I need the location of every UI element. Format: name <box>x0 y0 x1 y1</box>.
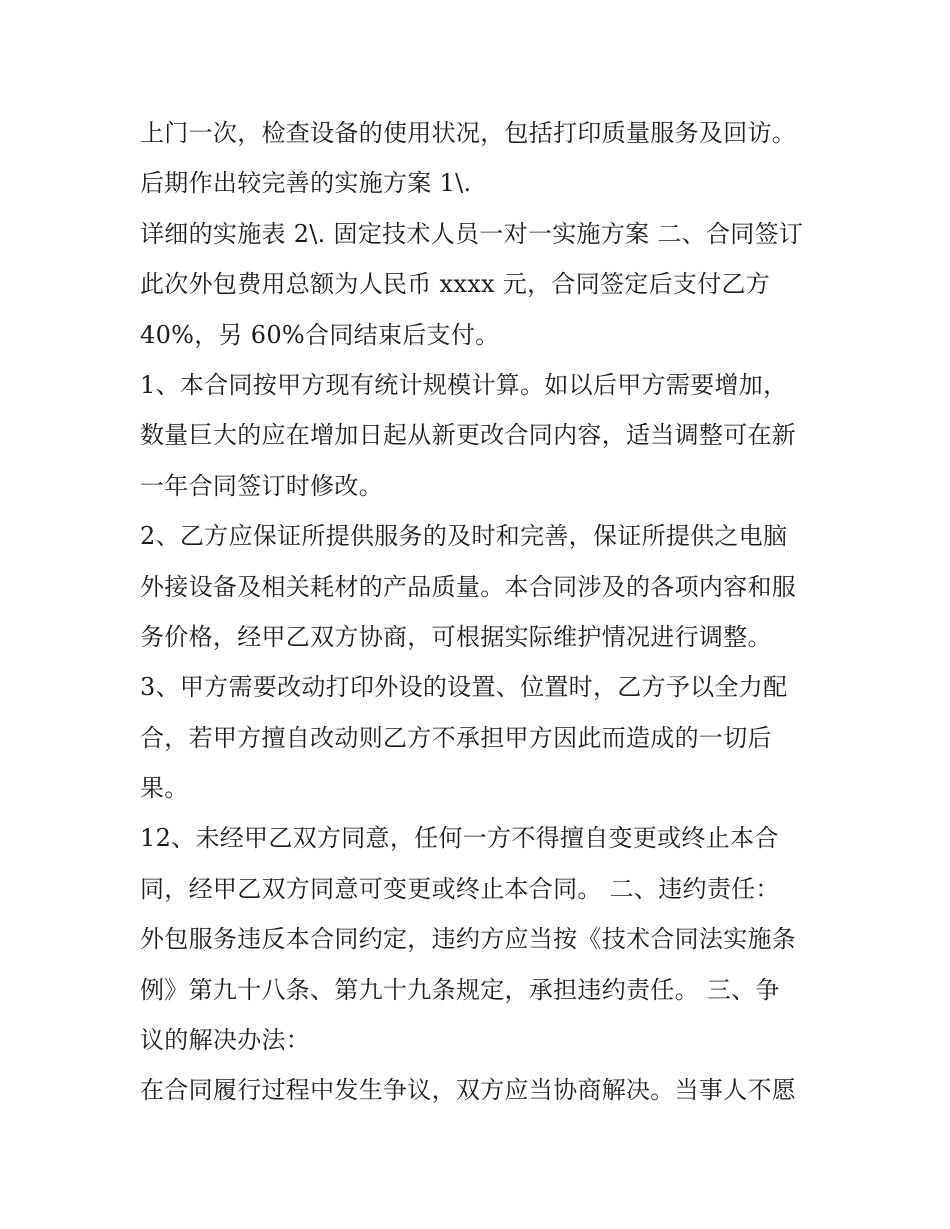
text-line: 40%，另 60%合同结束后支付。 <box>140 320 500 349</box>
contract-text <box>140 108 820 1116</box>
text-line: 此次外包费用总额为人民币 xxxx 元，合同签定后支付乙方 <box>140 270 771 299</box>
text-line: 议的解决办法： <box>140 1026 311 1055</box>
text-line: 1、本合同按甲方现有统计规模计算。如以后甲方需要增加， <box>140 370 788 399</box>
text-line: 果。 <box>140 774 189 803</box>
text-line: 外接设备及相关耗材的产品质量。本合同涉及的各项内容和服 <box>140 572 797 601</box>
text-line: 3、甲方需要改动打印外设的设置、位置时，乙方予以全力配 <box>140 673 788 702</box>
text-line: 同，经甲乙双方同意可变更或终止本合同。 二、违约责任： <box>140 874 780 903</box>
text-line: 合，若甲方擅自改动则乙方不承担甲方因此而造成的一切后 <box>140 723 772 752</box>
text-line: 2、乙方应保证所提供服务的及时和完善，保证所提供之电脑 <box>140 522 788 551</box>
text-line: 务价格，经甲乙双方协商，可根据实际维护情况进行调整。 <box>140 622 772 651</box>
text-line: 上门一次，检查设备的使用状况，包括打印质量服务及回访。 <box>140 119 797 147</box>
text-line: 外包服务违反本合同约定，违约方应当按《技术合同法实施条 <box>140 925 797 954</box>
text-line: 例》第九十八条、第九十九条规定，承担违约责任。 三、争 <box>140 975 780 1004</box>
text-line: 详细的实施表 2\. 固定技术人员一对一实施方案 二、合同签订 <box>140 219 804 248</box>
text-line: 一年合同签订时修改。 <box>140 471 383 500</box>
text-line: 后期作出较完善的实施方案 1\. <box>140 169 472 198</box>
text-line: 在合同履行过程中发生争议，双方应当协商解决。当事人不愿 <box>140 1076 797 1105</box>
text-line: 12、未经甲乙双方同意，任何一方不得擅自变更或终止本合 <box>140 824 779 853</box>
text-line: 数量巨大的应在增加日起从新更改合同内容，适当调整可在新 <box>140 421 797 450</box>
